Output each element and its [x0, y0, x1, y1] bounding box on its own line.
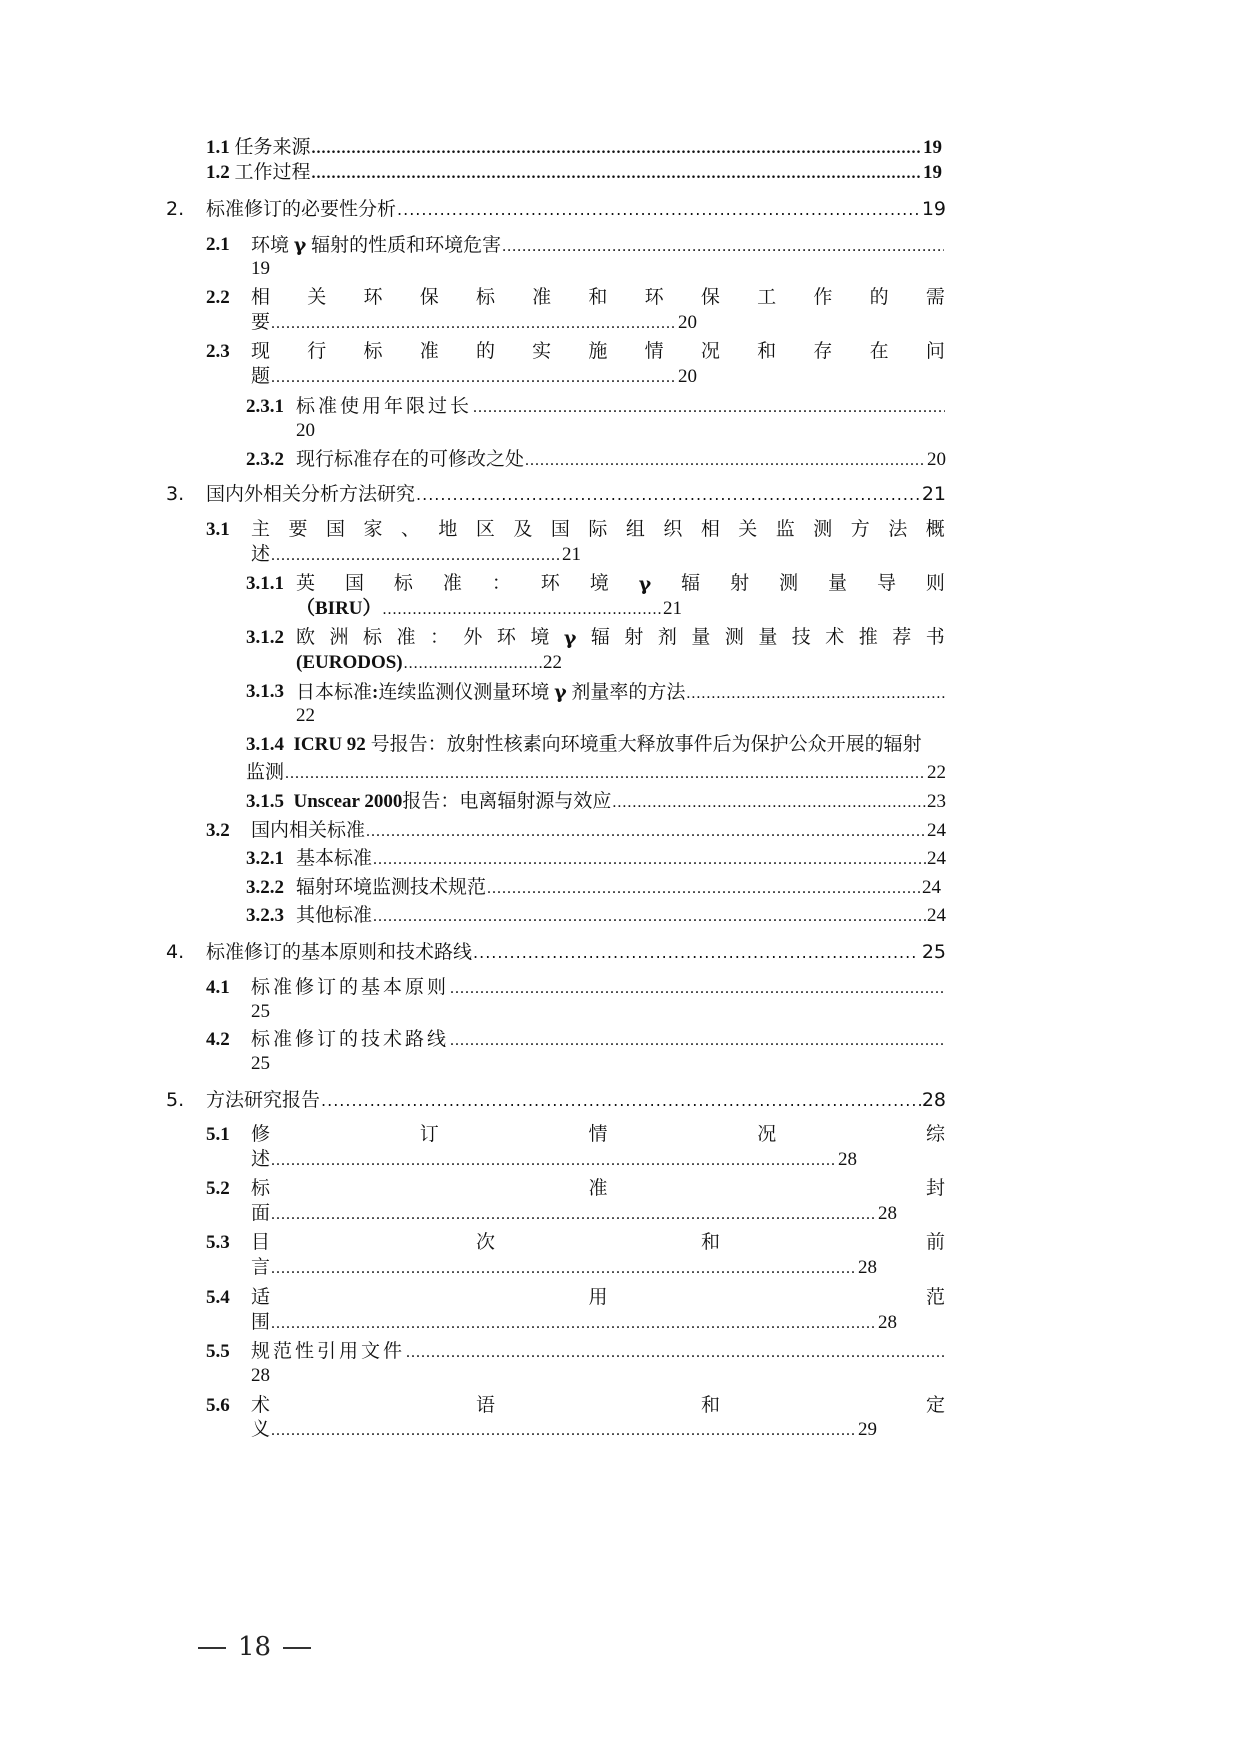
toc-title-char: 环 [363, 287, 383, 308]
toc-number: 5.6 [206, 1395, 230, 1416]
toc-title: 标准使用年限过长 [296, 396, 473, 417]
toc-number: 3.1 [206, 519, 230, 540]
toc-entry-3-1-4[interactable] [246, 731, 922, 759]
toc-title-char: 测 [813, 519, 833, 540]
toc-title-char: 前 [925, 1232, 945, 1253]
toc-page: 20 [927, 449, 946, 470]
toc-title-char: 标 [363, 341, 383, 362]
toc-page: 19 [923, 137, 942, 158]
toc-title-char: 射 [624, 627, 644, 648]
toc-entry-3[interactable] [206, 480, 946, 509]
toc-page: 22 [927, 762, 946, 783]
toc-entry-3-1-4-cont[interactable] [246, 759, 946, 788]
toc-entry-2-3-2[interactable] [296, 446, 946, 475]
toc-entry-3-2-3[interactable] [296, 902, 946, 931]
toc-number: 4.1 [206, 977, 230, 998]
toc-title-char: 国 [325, 519, 345, 540]
toc-page: 24 [927, 905, 946, 926]
toc-title: 国内相关标准 [251, 820, 366, 841]
toc-number: 5.2 [206, 1178, 230, 1199]
toc-entry-5-6-cont[interactable] [251, 1416, 877, 1445]
toc-number: 2.3.2 [246, 449, 284, 470]
toc-title: 监测 [246, 762, 285, 783]
dot-leader [271, 1146, 837, 1175]
toc-page: 28 [878, 1203, 897, 1224]
toc-title-char: 剂 [657, 627, 677, 648]
toc-page: 28 [878, 1312, 897, 1333]
toc-title: 其他标准 [296, 905, 373, 926]
dot-leader [271, 1416, 857, 1445]
toc-title-char: 适 [251, 1287, 271, 1308]
toc-entry-2-3-1[interactable] [296, 393, 946, 422]
toc-page: 19 [921, 198, 946, 220]
toc-number: 2.2 [206, 287, 230, 308]
dot-leader [285, 759, 926, 788]
dot-leader [383, 595, 662, 624]
toc-title-char: 工 [757, 287, 777, 308]
toc-title-char: 准 [419, 341, 439, 362]
toc-title-char: 导 [876, 573, 896, 594]
toc-title-char: 测 [724, 627, 744, 648]
footer-dash-right [283, 1647, 311, 1649]
toc-title-char: 关 [738, 519, 758, 540]
toc-title-char: 外 [463, 627, 483, 648]
toc-title-char: 区 [475, 519, 495, 540]
dot-leader [406, 1338, 945, 1367]
toc-title: 连续监测仪测量环境 [378, 682, 550, 703]
toc-title-char: 欧 [296, 627, 316, 648]
dot-leader [473, 938, 915, 967]
toc-title-char: 术 [825, 627, 845, 648]
toc-title: 义 [251, 1419, 271, 1440]
toc-title-char: 准 [396, 627, 416, 648]
toc-entry-5-4[interactable] [251, 1284, 945, 1312]
toc-number: 5.3 [206, 1232, 230, 1253]
toc-number: 4.2 [206, 1029, 230, 1050]
toc-entry-5-1[interactable] [251, 1121, 945, 1149]
dot-leader [373, 902, 926, 931]
toc-title: 标准修订的技术路线 [251, 1029, 450, 1050]
toc-title-char: 法 [888, 519, 908, 540]
toc-title-char: 环 [496, 627, 516, 648]
toc-title-char: γ [638, 573, 652, 595]
toc-title-char: 则 [925, 573, 945, 594]
toc-entry-3-1-2[interactable] [296, 624, 945, 652]
gamma-symbol: γ [293, 234, 307, 256]
toc-number: 3.2.3 [246, 905, 284, 926]
toc-title: 面 [251, 1203, 271, 1224]
dot-leader [366, 817, 926, 846]
toc-title: 标准修订的基本原则和技术路线 [206, 941, 473, 963]
toc-page: 25 [921, 941, 946, 963]
toc-title-char: 关 [307, 287, 327, 308]
toc-title-char: 修 [251, 1124, 271, 1145]
toc-title-char: 境 [589, 573, 609, 594]
toc-title-char: 定 [925, 1395, 945, 1416]
toc-title-char: 概 [925, 519, 945, 540]
toc-entry-4-2[interactable] [251, 1026, 946, 1055]
toc-title: （BIRU） [296, 598, 382, 619]
toc-number: 2.1 [206, 234, 230, 255]
toc-title-char: 作 [813, 287, 833, 308]
toc-title-char: 和 [757, 341, 777, 362]
toc-title-char: 需 [925, 287, 945, 308]
dot-leader [416, 480, 921, 509]
toc-title-char: 书 [925, 627, 945, 648]
toc-title-char: 洲 [329, 627, 349, 648]
toc-title: 号报告：放射性核素向环境重大释放事件后为保护公众开展的辐射 [365, 734, 922, 755]
toc-title-char: 量 [691, 627, 711, 648]
toc-title-char: 的 [475, 341, 495, 362]
toc-title-char: 标 [475, 287, 495, 308]
toc-title: 任务来源 [234, 137, 311, 158]
toc-title-char: 封 [925, 1178, 945, 1199]
toc-title-char: 射 [730, 573, 750, 594]
toc-title-char: 地 [438, 519, 458, 540]
toc-title-char: 和 [700, 1395, 720, 1416]
toc-number: 3.1.1 [246, 573, 284, 594]
toc-title-char: 的 [869, 287, 889, 308]
toc-page: 21 [921, 483, 946, 505]
toc-entry-3-1-2-cont[interactable] [296, 649, 562, 678]
toc-number: 2. [166, 198, 185, 220]
toc-title-char: 术 [251, 1395, 271, 1416]
toc-page: 24 [922, 877, 941, 898]
toc-title: 要 [251, 312, 271, 333]
toc-title-char: 及 [513, 519, 533, 540]
toc-title: 方法研究报告 [206, 1089, 321, 1111]
toc-title: (EURODOS) [296, 652, 403, 673]
toc-title-char: 准 [588, 1178, 608, 1199]
toc-title-char: 境 [530, 627, 550, 648]
toc-title-char: 相 [700, 519, 720, 540]
toc-entry-2-2-cont[interactable] [251, 309, 697, 338]
toc-title-char: 量 [828, 573, 848, 594]
toc-title-char: 辐 [681, 573, 701, 594]
toc-title: 规范性引用文件 [251, 1341, 406, 1362]
toc-title-char: 标 [362, 627, 382, 648]
toc-title-char: 方 [850, 519, 870, 540]
toc-title: 基本标准 [296, 848, 373, 869]
toc-title-char: 家 [363, 519, 383, 540]
dot-leader [271, 1200, 877, 1229]
dot-leader [271, 363, 677, 392]
gamma-symbol: γ [554, 681, 567, 703]
toc-page: 23 [927, 791, 946, 812]
page-footer [186, 1630, 323, 1664]
toc-title-char: 测 [779, 573, 799, 594]
dot-leader [404, 649, 542, 678]
toc-page: 28 [858, 1257, 877, 1278]
toc-title-char: 、 [400, 519, 420, 540]
toc-entry-5-2-cont[interactable] [251, 1200, 897, 1229]
toc-page: 24 [927, 820, 946, 841]
toc-number: 1.2 [206, 162, 230, 183]
toc-title-char: ： [491, 573, 511, 594]
toc-title-char: 际 [588, 519, 608, 540]
toc-page: 20 [678, 312, 697, 333]
toc-title-char: 施 [588, 341, 608, 362]
toc-entry-2-3[interactable] [251, 338, 945, 366]
toc-title-char: 现 [251, 341, 271, 362]
toc-number: 3.2 [206, 820, 230, 841]
toc-title-char: ： [429, 627, 449, 648]
toc-entry-5-2[interactable] [251, 1175, 945, 1203]
toc-page: 20 [296, 420, 315, 441]
toc-title-char: 存 [813, 341, 833, 362]
toc-title-char: 国 [344, 573, 364, 594]
toc-title-char: 保 [419, 287, 439, 308]
toc-entry-4[interactable] [206, 938, 946, 967]
toc-entry-2[interactable] [206, 195, 946, 224]
toc-title-char: 环 [540, 573, 560, 594]
toc-entry-3-1-1-cont[interactable] [296, 595, 682, 624]
toc-entry-2-3-cont[interactable] [251, 363, 697, 392]
toc-number: 3.1.3 [246, 681, 284, 702]
toc-title: 报告：电离辐射源与效应 [402, 791, 612, 812]
toc-page: 28 [838, 1149, 857, 1170]
toc-page: 20 [678, 366, 697, 387]
toc-page: 29 [858, 1419, 877, 1440]
toc-entry-2-1[interactable] [251, 231, 945, 261]
toc-page: 21 [562, 544, 581, 565]
toc-title-char: 语 [475, 1395, 495, 1416]
toc-entry-5[interactable] [206, 1086, 946, 1115]
toc-entry-3-1-3[interactable] [296, 678, 946, 708]
dot-leader [271, 541, 561, 570]
toc-title: 标准修订的必要性分析 [206, 198, 397, 220]
dot-leader [612, 788, 926, 817]
toc-title: 辐射的性质和环境危害 [311, 235, 502, 256]
toc-title: 述 [251, 1149, 271, 1170]
toc-title-bold: ICRU 92 [293, 734, 366, 755]
toc-title-char: 次 [475, 1232, 495, 1253]
toc-entry-5-3-cont[interactable] [251, 1254, 877, 1283]
toc-title-char: 和 [588, 287, 608, 308]
toc-title-char: 况 [757, 1124, 777, 1145]
toc-entry-3-2-2[interactable] [296, 874, 941, 903]
toc-title: 围 [251, 1312, 271, 1333]
toc-number: 3.2.1 [246, 848, 284, 869]
toc-entry-5-1-cont[interactable] [251, 1146, 857, 1175]
toc-title-char: 实 [532, 341, 552, 362]
dot-leader [473, 393, 945, 422]
toc-title-char: 订 [419, 1124, 439, 1145]
toc-title-char: 用 [588, 1287, 608, 1308]
toc-title-char: 要 [288, 519, 308, 540]
toc-entry-4-1[interactable] [251, 974, 946, 1003]
toc-title: 工作过程 [234, 162, 311, 183]
dot-leader [312, 159, 922, 188]
toc-title-char: 英 [296, 573, 316, 594]
toc-page: 28 [251, 1365, 270, 1386]
toc-title: 标准修订的基本原则 [251, 977, 450, 998]
toc-page: 19 [923, 162, 942, 183]
toc-entry-3-1[interactable] [251, 516, 945, 544]
dot-leader [525, 446, 926, 475]
toc-number: 3.1.5 [246, 791, 284, 812]
toc-page: 22 [296, 705, 315, 726]
dot-leader [321, 1086, 921, 1115]
toc-page: 22 [543, 652, 562, 673]
toc-page: 19 [251, 258, 270, 279]
dot-leader [450, 974, 945, 1003]
toc-title-char: γ [563, 627, 577, 649]
toc-number: 2.3.1 [246, 396, 284, 417]
toc-title-bold: Unscear 2000 [293, 791, 403, 812]
dot-leader [271, 1309, 877, 1338]
dot-leader [271, 1254, 857, 1283]
toc-title-char: 标 [393, 573, 413, 594]
toc-title-char: 和 [700, 1232, 720, 1253]
toc-title: 言 [251, 1257, 271, 1278]
toc-title-char: 况 [700, 341, 720, 362]
toc-title-char: 监 [775, 519, 795, 540]
dot-leader [487, 874, 921, 903]
dot-leader [450, 1026, 945, 1055]
toc-title: 国内外相关分析方法研究 [206, 483, 416, 505]
toc-number: 1.1 [206, 137, 230, 158]
toc-title-char: 辐 [590, 627, 610, 648]
toc-entry-5-5[interactable] [251, 1338, 946, 1367]
toc-title-char: 行 [307, 341, 327, 362]
toc-entry-3-1-1[interactable] [296, 570, 945, 598]
toc-page: 24 [927, 848, 946, 869]
toc-entry-1-2[interactable] [206, 159, 942, 188]
dot-leader [271, 309, 677, 338]
toc-number: 5.1 [206, 1124, 230, 1145]
toc-number: 3.2.2 [246, 877, 284, 898]
toc-title: 剂量率的方法 [571, 682, 686, 703]
toc-title: 日本标准 [296, 682, 373, 703]
toc-title-char: 织 [663, 519, 683, 540]
dot-leader [502, 232, 944, 261]
toc-entry-3-1-cont[interactable] [251, 541, 581, 570]
toc-title-char: 情 [644, 341, 664, 362]
toc-number: 4. [166, 941, 185, 963]
toc-title-char: 荐 [892, 627, 912, 648]
dot-leader [397, 195, 921, 224]
toc-number: 5. [166, 1089, 185, 1111]
toc-title-char: 综 [925, 1124, 945, 1145]
toc-title-char: 在 [869, 341, 889, 362]
toc-title: 述 [251, 544, 271, 565]
toc-title-char: 问 [925, 341, 945, 362]
toc-entry-5-3[interactable] [251, 1229, 945, 1257]
toc-title-char: 范 [925, 1287, 945, 1308]
toc-page: 28 [921, 1089, 946, 1111]
toc-title-char: 国 [550, 519, 570, 540]
toc-title: 题 [251, 366, 271, 387]
toc-number: 2.3 [206, 341, 230, 362]
toc-number: 5.5 [206, 1341, 230, 1362]
toc-title: 辐射环境监测技术规范 [296, 877, 487, 898]
toc-number: 3.1.2 [246, 627, 284, 648]
toc-title-char: 量 [758, 627, 778, 648]
toc-entry-3-2[interactable] [251, 817, 946, 846]
toc-title-char: 相 [251, 287, 271, 308]
toc-title-char: 标 [251, 1178, 271, 1199]
toc-title-char: 主 [251, 519, 271, 540]
toc-number: 5.4 [206, 1287, 230, 1308]
toc-number: 3. [166, 483, 185, 505]
toc-title-char: 组 [625, 519, 645, 540]
dot-leader [373, 845, 926, 874]
toc-page: 21 [663, 598, 682, 619]
toc-title-char: 情 [588, 1124, 608, 1145]
toc-entry-3-1-5[interactable] [246, 788, 946, 817]
toc-entry-3-2-1[interactable] [296, 845, 946, 874]
toc-title-char: 准 [532, 287, 552, 308]
toc-title-char: 准 [442, 573, 462, 594]
toc-title-char: 目 [251, 1232, 271, 1253]
toc-entry-5-4-cont[interactable] [251, 1309, 897, 1338]
toc-title-char: 保 [700, 287, 720, 308]
toc-title-char: 技 [791, 627, 811, 648]
toc-page: 25 [251, 1001, 270, 1022]
toc-number: 3.1.4 [246, 734, 284, 755]
toc-entry-2-2[interactable] [251, 284, 945, 312]
footer-dash-left [198, 1647, 226, 1649]
toc-title: 环境 [251, 235, 290, 256]
dot-leader [686, 679, 945, 708]
toc-title-char: 环 [644, 287, 664, 308]
toc-colon: : [372, 682, 379, 703]
toc-page: 25 [251, 1053, 270, 1074]
toc-title: 现行标准存在的可修改之处 [296, 449, 525, 470]
toc-title-char: 推 [858, 627, 878, 648]
page-number: 18 [238, 1632, 272, 1662]
